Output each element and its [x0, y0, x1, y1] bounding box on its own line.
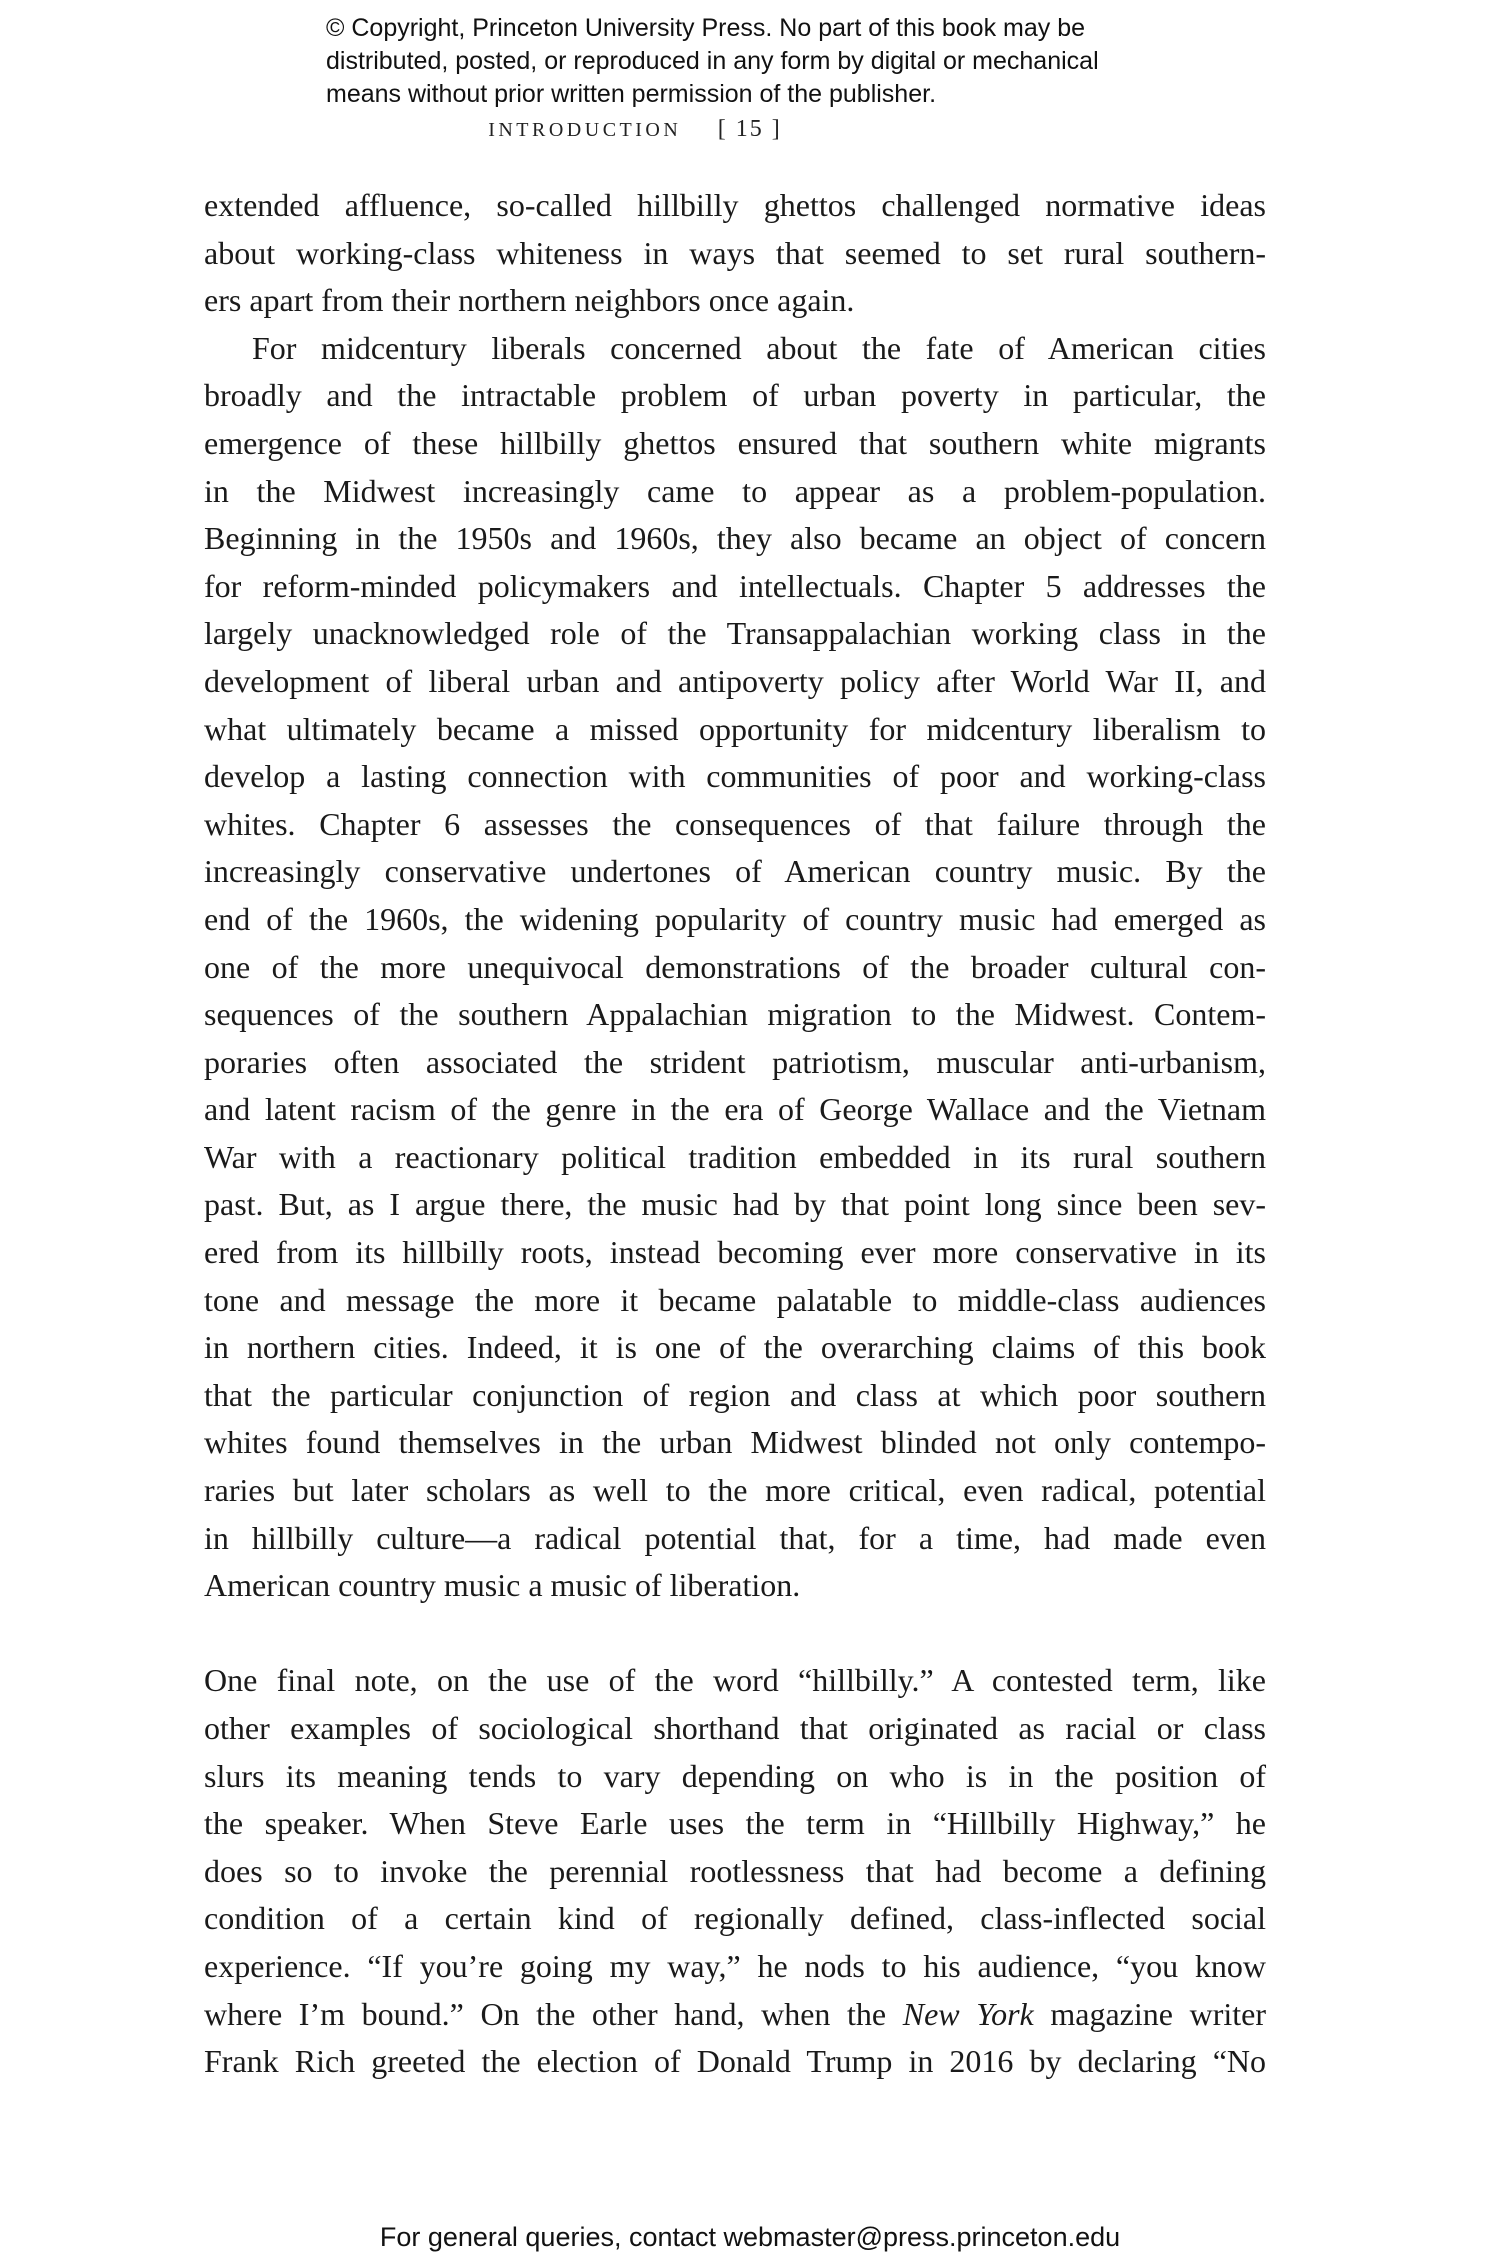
text-line: For midcentury liberals concerned about the fate of American cities: [252, 329, 1266, 366]
text-line: whites. Chapter 6 assesses the consequences of that failure through the: [204, 805, 1266, 842]
text-line: slurs its meaning tends to vary depending on who is in the position of: [204, 1757, 1266, 1794]
text-line: does so to invoke the perennial rootlessness that had become a defining: [204, 1852, 1266, 1889]
text-line: raries but later scholars as well to the more critical, even radical, potential: [204, 1472, 1266, 1509]
footer-contact: For general queries, contact webmaster@press.princeton.edu: [379, 2222, 1121, 2252]
text-line: develop a lasting connection with communities of poor and working-class: [204, 758, 1266, 795]
text-line: broadly and the intractable problem of urban poverty in particular, the: [204, 377, 1266, 414]
page-number: [ 15 ]: [717, 116, 782, 142]
text-line: end of the 1960s, the widening popularity of country music had emerged as: [204, 900, 1266, 937]
text-line: ers apart from their northern neighbors once again.: [204, 282, 855, 319]
text-line: past. But, as I argue there, the music had by that point long since been sev-: [204, 1186, 1266, 1223]
text-run: magazine writer: [1033, 1995, 1267, 2032]
text-line: Frank Rich greeted the election of Donald Trump in 2016 by declaring “No: [204, 2043, 1266, 2080]
text-line: in the Midwest increasingly came to appear as a problem-population.: [204, 472, 1266, 509]
paragraph: [204, 1657, 1266, 2085]
text-line: One final note, on the use of the word “hillbilly.” A contested term, like: [204, 1662, 1266, 1699]
text-line: tone and message the more it became palatable to middle-class audiences: [204, 1281, 1266, 1318]
text-run: where I’m bound.” On the other hand, when the: [204, 1995, 903, 2032]
copyright-line: © Copyright, Princeton University Press. No part of this book may be: [326, 14, 1086, 42]
text-line: for reform-minded policymakers and intellectuals. Chapter 5 addresses the: [204, 567, 1266, 604]
text-line: condition of a certain kind of regionally defined, class-inflected social: [204, 1900, 1266, 1937]
text-line: Beginning in the 1950s and 1960s, they also became an object of concern: [204, 520, 1266, 557]
text-line: largely unacknowledged role of the Transappalachian working class in the: [204, 615, 1266, 652]
text-line: in hillbilly culture—a radical potential that, for a time, had made even: [204, 1519, 1266, 1556]
copyright-line: means without prior written permission of the publisher.: [326, 80, 937, 108]
text-line: ered from its hillbilly roots, instead becoming ever more conservative in its: [204, 1234, 1266, 1271]
text-line: emergence of these hillbilly ghettos ensured that southern white migrants: [204, 424, 1266, 461]
text-line: that the particular conjunction of region and class at which poor southern: [204, 1376, 1266, 1413]
text-line: extended affluence, so-called hillbilly ghettos challenged normative ideas: [204, 187, 1266, 223]
text-line: one of the more unequivocal demonstrations of the broader cultural con-: [204, 948, 1266, 985]
paragraph-continued: [204, 182, 1266, 325]
copyright-line: distributed, posted, or reproduced in any form by digital or mechanical: [326, 47, 1099, 75]
text-line: increasingly conservative undertones of American country music. By the: [204, 853, 1266, 890]
copyright-notice: [326, 12, 1226, 111]
text-line: whites found themselves in the urban Midwest blinded not only contempo-: [204, 1424, 1266, 1461]
text-line: in northern cities. Indeed, it is one of the overarching claims of this book: [204, 1329, 1266, 1366]
section-break: [204, 1610, 1266, 1658]
text-line: experience. “If you’re going my way,” he nods to his audience, “you know: [204, 1947, 1266, 1984]
text-line: sequences of the southern Appalachian migration to the Midwest. Contem-: [204, 996, 1266, 1033]
text-line: what ultimately became a missed opportunity for midcentury liberalism to: [204, 710, 1266, 747]
running-head: [0, 116, 1270, 143]
text-line: and latent racism of the genre in the era of George Wallace and the Vietnam: [204, 1091, 1266, 1128]
body-text: [204, 182, 1266, 2086]
italic-title: New York: [902, 1995, 1034, 2032]
text-line: the speaker. When Steve Earle uses the term in “Hillbilly Highway,” he: [204, 1805, 1266, 1842]
running-head-section: INTRODUCTION: [488, 119, 682, 141]
text-line: other examples of sociological shorthand that originated as racial or class: [204, 1710, 1266, 1746]
text-line: poraries often associated the strident patriotism, muscular anti-urbanism,: [204, 1043, 1266, 1080]
text-line: War with a reactionary political tradition embedded in its rural southern: [204, 1138, 1266, 1175]
text-line: about working-class whiteness in ways that seemed to set rural southern-: [204, 234, 1266, 271]
paragraph: [204, 325, 1266, 1610]
text-line-with-italic: [204, 1991, 1266, 2039]
text-line: development of liberal urban and antipoverty policy after World War II, and: [204, 662, 1266, 699]
text-line: American country music a music of liberation.: [204, 1567, 801, 1604]
